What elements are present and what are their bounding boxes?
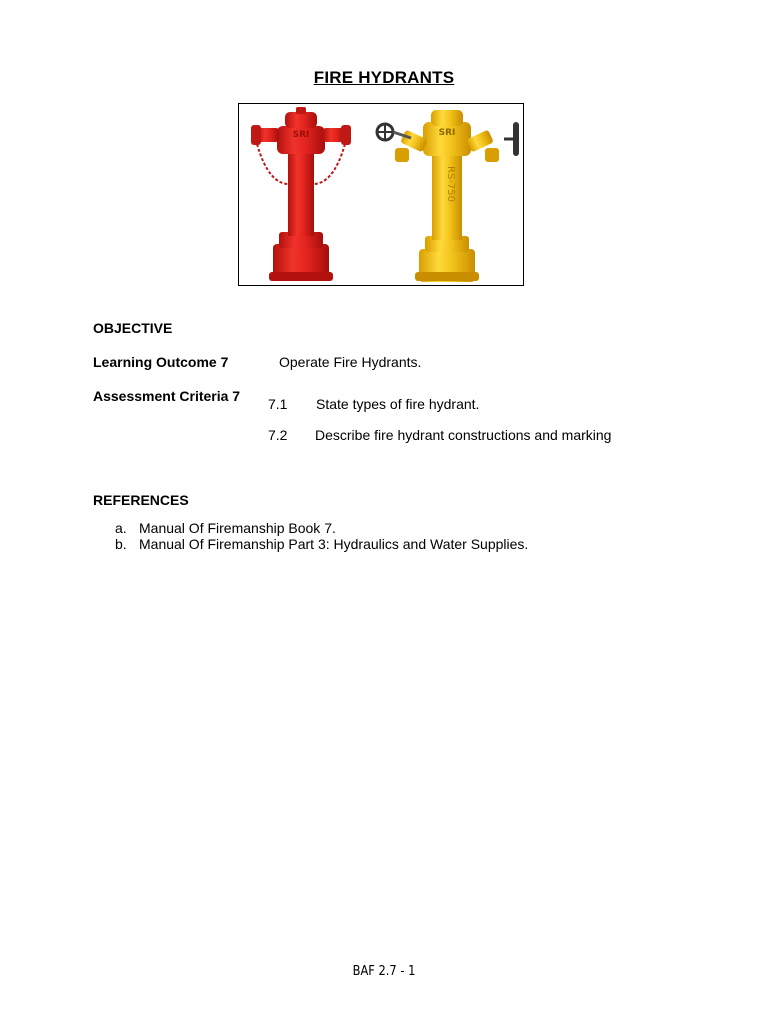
yellow-hydrant-brand: SRI [438, 128, 456, 138]
criteria-text-1: State types of fire hydrant. [316, 396, 480, 412]
objective-heading: OBJECTIVE [93, 320, 173, 336]
learning-outcome-label: Learning Outcome 7 [93, 354, 229, 370]
fire-hydrants-photo [238, 103, 524, 286]
reference-item [115, 520, 528, 536]
criteria-number-1: 7.1 [268, 396, 288, 412]
red-hydrant-brand: SRI [292, 130, 310, 140]
yellow-hydrant-image [377, 110, 519, 282]
page-footer: BAF 2.7 - 1 [352, 964, 416, 979]
yellow-hydrant-model: RS-750 [445, 166, 456, 202]
reference-item [115, 536, 528, 552]
criteria-text-2: Describe fire hydrant constructions and marking [315, 427, 612, 443]
reference-letter: b. [115, 536, 127, 552]
references-heading: REFERENCES [93, 492, 189, 508]
red-hydrant-image [251, 107, 351, 281]
criteria-number-2: 7.2 [268, 427, 288, 443]
reference-text: Manual Of Firemanship Part 3: Hydraulics and Water Supplies. [139, 536, 529, 552]
assessment-criteria-label: Assessment Criteria 7 [93, 388, 241, 404]
reference-letter: a. [115, 520, 127, 536]
reference-text: Manual Of Firemanship Book 7. [139, 520, 336, 536]
page-title: FIRE HYDRANTS [313, 68, 455, 87]
learning-outcome-value: Operate Fire Hydrants. [279, 354, 422, 370]
references-list [115, 520, 528, 552]
